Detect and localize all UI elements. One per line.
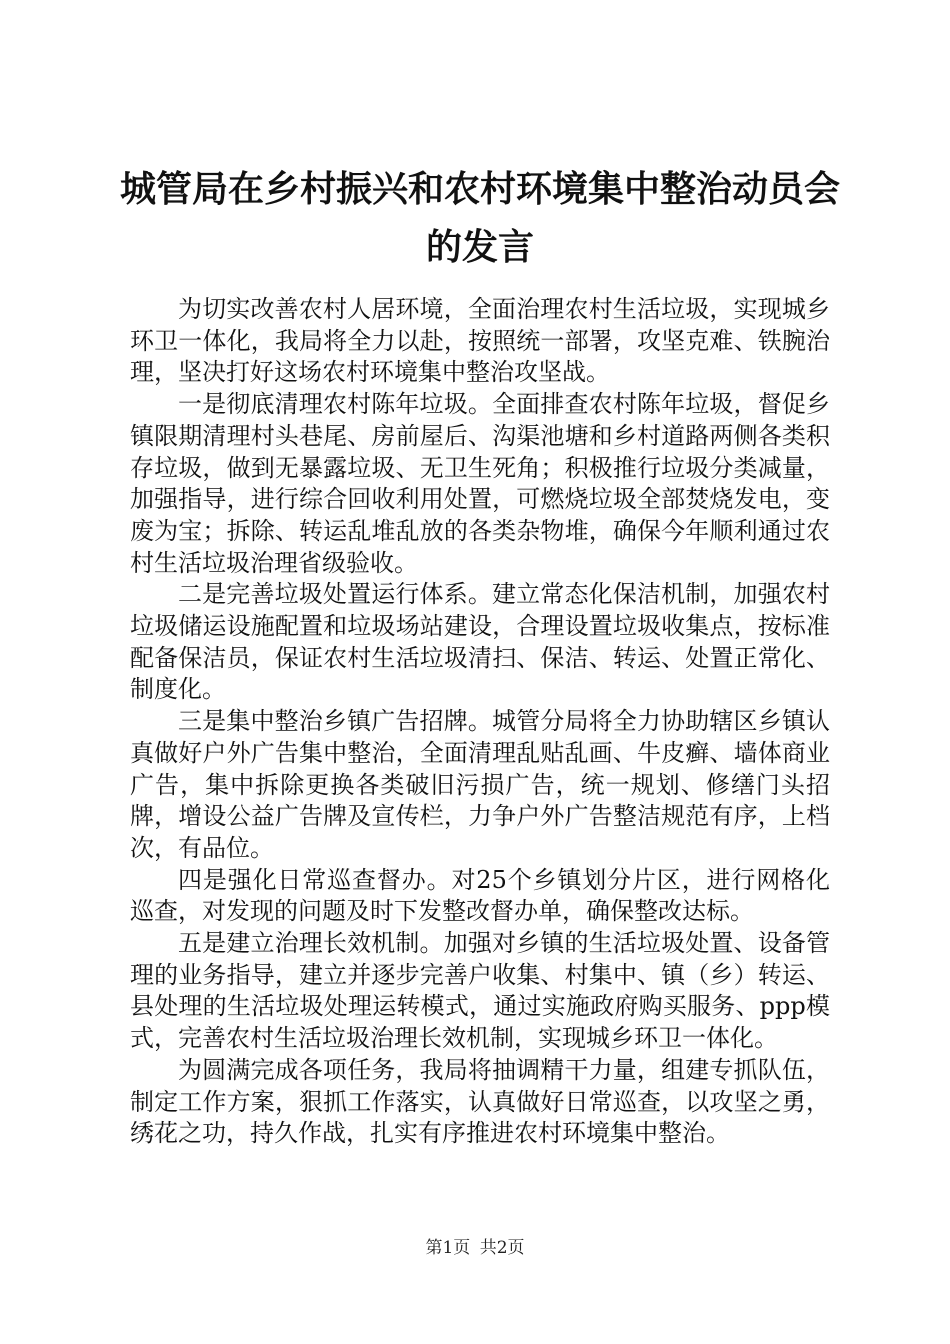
paragraph-item-1: 一是彻底清理农村陈年垃圾。全面排查农村陈年垃圾，督促乡镇限期清理村头巷尾、房前屋后、沟渠池塘和乡村道路两侧各类积存垃圾，做到无暴露垃圾、无卫生死角；积极推行垃圾分类减量，加强指导，进行综合回收利用处置，可燃烧垃圾全部焚烧发电，变废为宝；拆除、转运乱堆乱放的各类杂物堆，确保今年顺利通过农村生活垃圾治理省级验收。 xyxy=(130,390,830,577)
paragraph-item-3: 三是集中整治乡镇广告招牌。城管分局将全力协助辖区乡镇认真做好户外广告集中整治，全面清理乱贴乱画、牛皮癣、墙体商业广告，集中拆除更换各类破旧污损广告，统一规划、修缮门头招牌，增设公益广告牌及宣传栏，力争户外广告整洁规范有序，上档次，有品位。 xyxy=(130,707,830,862)
page-total: 共2页 xyxy=(479,1238,525,1258)
document-title: 城管局在乡村振兴和农村环境集中整治动员会的发言 xyxy=(120,168,841,268)
paragraph-item-4: 四是强化日常巡查督办。对25个乡镇划分片区，进行网格化巡查，对发现的问题及时下发整改督办单，确保整改达标。 xyxy=(130,865,830,926)
paragraph-intro: 为切实改善农村人居环境，全面治理农村生活垃圾，实现城乡环卫一体化，我局将全力以赴，按照统一部署，攻坚克难、铁腕治理，坚决打好这场农村环境集中整治攻坚战。 xyxy=(130,295,830,387)
page-number: 第1页 xyxy=(425,1238,471,1258)
document-body xyxy=(130,294,830,1150)
paragraph-conclusion: 为圆满完成各项任务，我局将抽调精干力量，组建专抓队伍，制定工作方案，狠抓工作落实，认真做好日常巡查，以攻坚之勇，绣花之功，持久作战，扎实有序推进农村环境集中整治。 xyxy=(130,1055,830,1148)
paragraph-item-5: 五是建立治理长效机制。加强对乡镇的生活垃圾处置、设备管理的业务指导，建立并逐步完善户收集、村集中、镇（乡）转运、县处理的生活垃圾处理运转模式，通过实施政府购买服务、ppp模式，完善农村生活垃圾治理长效机制，实现城乡环卫一体化。 xyxy=(130,929,830,1053)
page-footer xyxy=(0,1236,950,1260)
paragraph-item-2: 二是完善垃圾处置运行体系。建立常态化保洁机制，加强农村垃圾储运设施配置和垃圾场站建设，合理设置垃圾收集点，按标准配备保洁员，保证农村生活垃圾清扫、保洁、转运、处置正常化、制度化。 xyxy=(130,580,830,704)
